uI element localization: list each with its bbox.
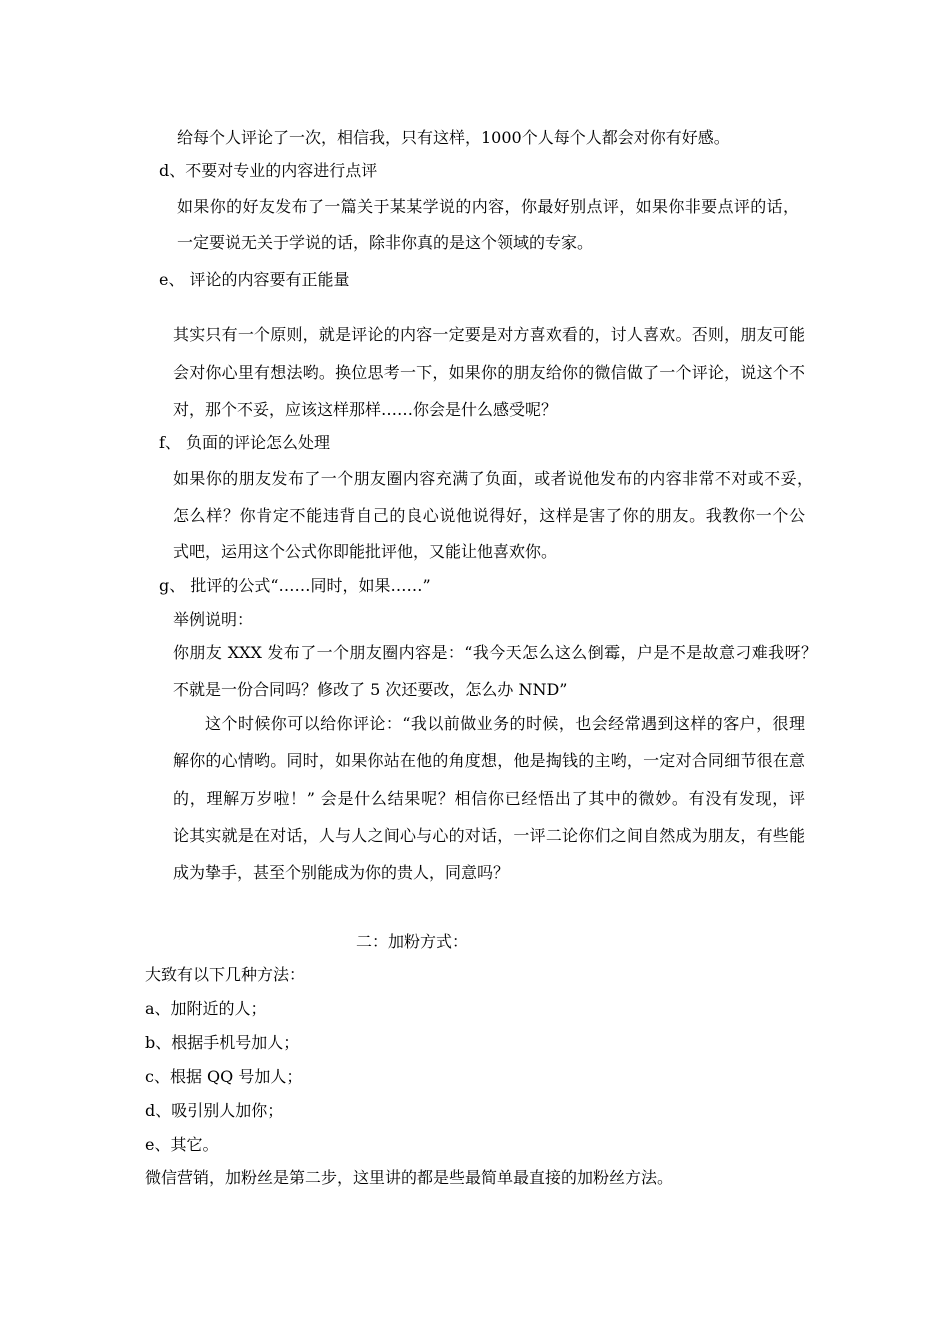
paragraph-line: 怎么样？你肯定不能违背自己的良心说他说得好，这样是害了你的朋友。我教你一个公 bbox=[173, 506, 805, 525]
list-item: a、加附近的人； bbox=[145, 999, 267, 1018]
section-title: 二：加粉方式： bbox=[356, 932, 469, 951]
paragraph-line: 如果你的朋友发布了一个朋友圈内容充满了负面，或者说他发布的内容非常不对或不妥， bbox=[173, 469, 813, 488]
paragraph-line: 会对你心里有想法哟。换位思考一下，如果你的朋友给你的微信做了一个评论，说这个不 bbox=[173, 363, 805, 382]
list-heading-f: f、 负面的评论怎么处理 bbox=[159, 433, 331, 452]
list-item: b、根据手机号加人； bbox=[145, 1033, 300, 1052]
paragraph-line: 解你的心情哟。同时，如果你站在他的角度想，他是掏钱的主哟，一定对合同细节很在意 bbox=[173, 751, 805, 770]
paragraph-line: 论其实就是在对话，人与人之间心与心的对话，一评二论你们之间自然成为朋友，有些能 bbox=[173, 826, 805, 845]
paragraph-line: 式吧，运用这个公式你即能批评他，又能让他喜欢你。 bbox=[173, 542, 558, 561]
list-item: c、根据 QQ 号加人； bbox=[145, 1067, 303, 1086]
list-heading-e: e、 评论的内容要有正能量 bbox=[159, 270, 350, 289]
list-heading-g: g、 批评的公式“……同时，如果……” bbox=[159, 576, 431, 595]
paragraph-line: 微信营销，加粉丝是第二步，这里讲的都是些最简单最直接的加粉丝方法。 bbox=[145, 1168, 674, 1187]
paragraph-line: 大致有以下几种方法： bbox=[145, 965, 306, 984]
list-item: e、其它。 bbox=[145, 1135, 219, 1154]
paragraph-line: 这个时候你可以给你评论：“我以前做业务的时候，也会经常遇到这样的客户，很理 bbox=[205, 714, 805, 733]
paragraph-line: 给每个人评论了一次，相信我，只有这样，1000个人每个人都会对你有好感。 bbox=[177, 128, 730, 147]
paragraph-line: 的，理解万岁啦！” 会是什么结果呢？相信你已经悟出了其中的微妙。有没有发现，评 bbox=[173, 789, 805, 808]
paragraph-line: 不就是一份合同吗？修改了 5 次还要改，怎么办 NND” bbox=[173, 680, 568, 699]
list-item: d、吸引别人加你； bbox=[145, 1101, 284, 1120]
paragraph-line: 一定要说无关于学说的话，除非你真的是这个领域的专家。 bbox=[177, 233, 594, 252]
paragraph-line: 其实只有一个原则，就是评论的内容一定要是对方喜欢看的，讨人喜欢。否则，朋友可能 bbox=[173, 325, 805, 344]
list-heading-d: d、不要对专业的内容进行点评 bbox=[159, 161, 378, 180]
paragraph-line: 对，那个不妥，应该这样那样……你会是什么感受呢？ bbox=[173, 400, 558, 419]
paragraph-line: 举例说明： bbox=[173, 610, 254, 629]
paragraph-line: 成为挚手，甚至个别能成为你的贵人，同意吗？ bbox=[173, 863, 510, 882]
paragraph-line: 你朋友 XXX 发布了一个朋友圈内容是：“我今天怎么这么倒霉，户是不是故意刁难我呀？ bbox=[173, 643, 817, 662]
paragraph-line: 如果你的好友发布了一篇关于某某学说的内容，你最好别点评，如果你非要点评的话， bbox=[177, 197, 799, 216]
